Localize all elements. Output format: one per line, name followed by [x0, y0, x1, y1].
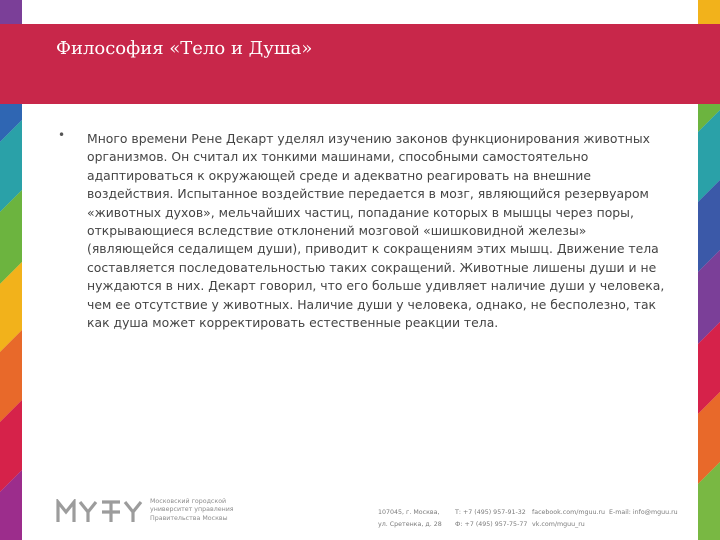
bullet-marker: •: [58, 128, 66, 142]
title-bar: [0, 24, 720, 104]
mguu-logo-icon: [56, 499, 146, 523]
footer-social-links: [532, 507, 605, 531]
footer-address: 107045, г. Москва, ул. Сретенка, д. 28: [378, 509, 442, 528]
vk-link[interactable]: vk.com/mguu_ru: [532, 521, 585, 528]
email-link[interactable]: E-mail: info@mguu.ru: [609, 509, 678, 516]
body-paragraph: Много времени Рене Декарт уделял изучению законов функционирования животных организмов. Он считал их тонкими машинами, способными самостоятельно адаптироваться к окружающей среде и адекватно реагировать на внешние воздействия. Испытанное воздействие передается в мозг, являющийся резервуаром «животных духов», мельчайших частиц, попадание которых в мышцы через поры, открывающиеся вследствие отклонений мозговой «шишковидной железы» (являющейся седалищем души), приводит к сокращениям этих мышц. Движение тела составляется последовательностью таких сокращений. Животные лишены души и не нуждаются в них. Декарт говорил, что его больше удивляет наличие души у человека, чем ее отсутствие у животных. Наличие души у человека, однако, не бесполезно, так как душа может корректировать естественные реакции тела.: [87, 131, 665, 331]
university-name: Московский городской университет управления Правительства Москвы: [150, 498, 234, 522]
footer-email: [609, 507, 678, 519]
slide-title: Философия «Тело и Душа»: [56, 38, 313, 59]
footer-phones: Т: +7 (495) 957-91-32 Ф: +7 (495) 957-75-77: [455, 509, 528, 528]
facebook-link[interactable]: facebook.com/mguu.ru: [532, 509, 606, 516]
